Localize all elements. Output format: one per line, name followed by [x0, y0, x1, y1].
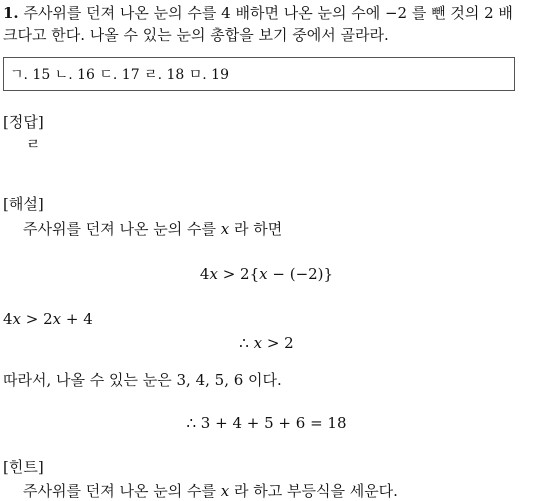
solution-heading: [해설] — [3, 195, 44, 213]
eq1-part: 4 — [199, 265, 210, 283]
variable-x: x — [209, 265, 218, 283]
problem-line-1 — [3, 3, 513, 23]
eq2-part: + 4 — [61, 310, 93, 328]
hint-text — [23, 481, 398, 501]
equation-2: 4x > 2x + 4 — [3, 310, 93, 328]
hint-heading: [힌트] — [3, 458, 44, 476]
eq1-part: > 2{ — [217, 265, 260, 283]
equation-3 — [0, 333, 533, 353]
variable-x: x — [259, 265, 268, 283]
answer-value: ㄹ — [26, 135, 41, 153]
solution-intro-text-end: 라 하면 — [229, 220, 283, 238]
problem-text-1: 주사위를 던져 나온 눈의 수를 4 배하면 나온 눈의 수에 −2 를 뺀 것의 2 배 — [23, 4, 513, 22]
equation-1 — [0, 264, 533, 284]
problem-number: 1. — [3, 4, 19, 22]
choices-box — [3, 57, 515, 91]
hint-text-end: 라 하고 부등식을 세운다. — [229, 482, 398, 500]
solution-intro — [23, 219, 282, 239]
equation-4: ∴ 3 + 4 + 5 + 6 = 18 — [186, 414, 347, 432]
variable-x: x — [220, 482, 230, 500]
eq1-part: − (−2)} — [267, 265, 334, 283]
eq2-part: > 2 — [21, 310, 53, 328]
variable-x: x — [52, 310, 62, 328]
variable-x: x — [253, 334, 263, 352]
variable-x: x — [220, 220, 230, 238]
choices-list: ㄱ. 15 ㄴ. 16 ㄷ. 17 ㄹ. 18 ㅁ. 19 — [10, 67, 229, 83]
problem-text-2: 크다고 한다. 나올 수 있는 눈의 총합을 보기 중에서 골라라. — [3, 26, 389, 44]
eq3-part: > 2 — [262, 334, 294, 352]
hint-text-start: 주사위를 던져 나온 눈의 수를 — [23, 482, 221, 500]
solution-conclusion: 따라서, 나올 수 있는 눈은 3, 4, 5, 6 이다. — [3, 371, 282, 389]
variable-x: x — [12, 310, 22, 328]
answer-heading: [정답] — [3, 113, 44, 131]
therefore-symbol: ∴ — [239, 334, 254, 352]
solution-intro-text: 주사위를 던져 나온 눈의 수를 — [23, 220, 221, 238]
